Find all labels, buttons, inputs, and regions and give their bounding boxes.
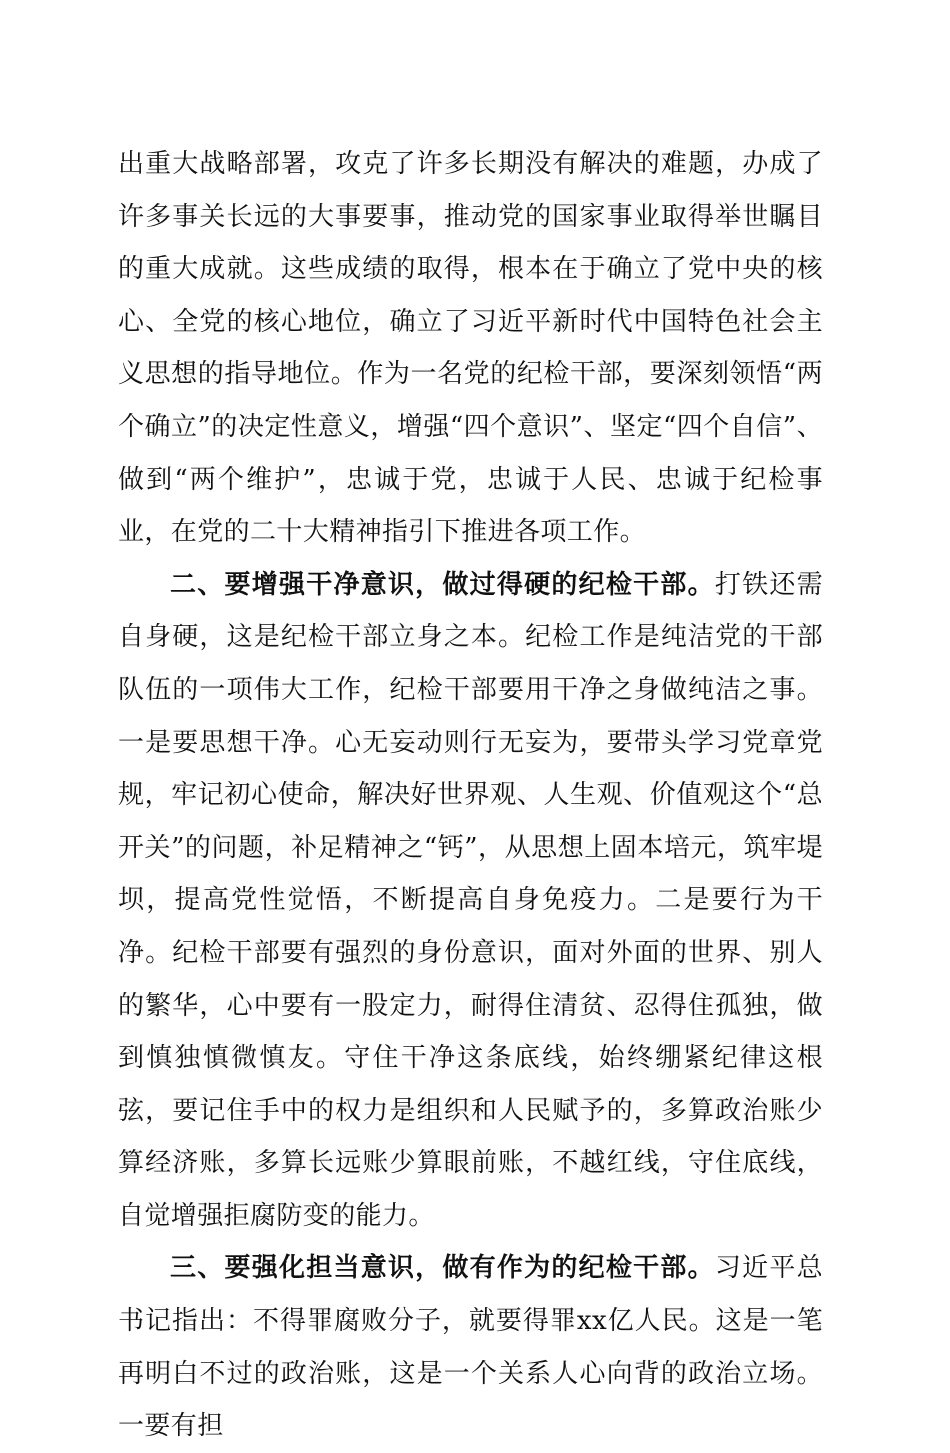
document-body [118,138,823,1453]
section-three-heading: 三、要强化担当意识，做有作为的纪检干部。 [170,1253,715,1284]
section-three-paragraph [118,1242,823,1452]
section-two-heading: 二、要增强干净意识，做过得硬的纪检干部。 [170,569,715,600]
section-two-body: 打铁还需自身硬，这是纪检干部立身之本。纪检工作是纯洁党的干部队伍的一项伟大工作，纪检干部要用干净之身做纯洁之事。一是要思想干净。心无妄动则行无妄为，要带头学习党章党规，牢记初心使命，解决好世界观、人生观、价值观这个“总开关”的问题，补足精神之“钙”，从思想上固本培元，筑牢堤坝，提高党性觉悟，不断提高自身免疫力。二是要行为干净。纪检干部要有强烈的身份意识，面对外面的世界、别人的繁华，心中要有一股定力，耐得住清贫、忍得住孤独，做到慎独慎微慎友。守住干净这条底线，始终绷紧纪律这根弦，要记住手中的权力是组织和人民赋予的，多算政治账少算经济账，多算长远账少算眼前账，不越红线，守住底线，自觉增强拒腐防变的能力。 [118,569,823,1231]
section-two-paragraph [118,559,823,1243]
section-three-body: 习近平总书记指出：不得罪腐败分子，就要得罪xx亿人民。这是一笔再明白不过的政治账，这是一个关系人心向背的政治立场。一要有担 [118,1253,823,1442]
paragraph-continuation: 出重大战略部署，攻克了许多长期没有解决的难题，办成了许多事关长远的大事要事，推动党的国家事业取得举世瞩目的重大成就。这些成绩的取得，根本在于确立了党中央的核心、全党的核心地位，确立了习近平新时代中国特色社会主义思想的指导地位。作为一名党的纪检干部，要深刻领悟“两个确立”的决定性意义，增强“四个意识”、坚定“四个自信”、做到“两个维护”，忠诚于党，忠诚于人民、忠诚于纪检事业，在党的二十大精神指引下推进各项工作。 [118,149,823,548]
